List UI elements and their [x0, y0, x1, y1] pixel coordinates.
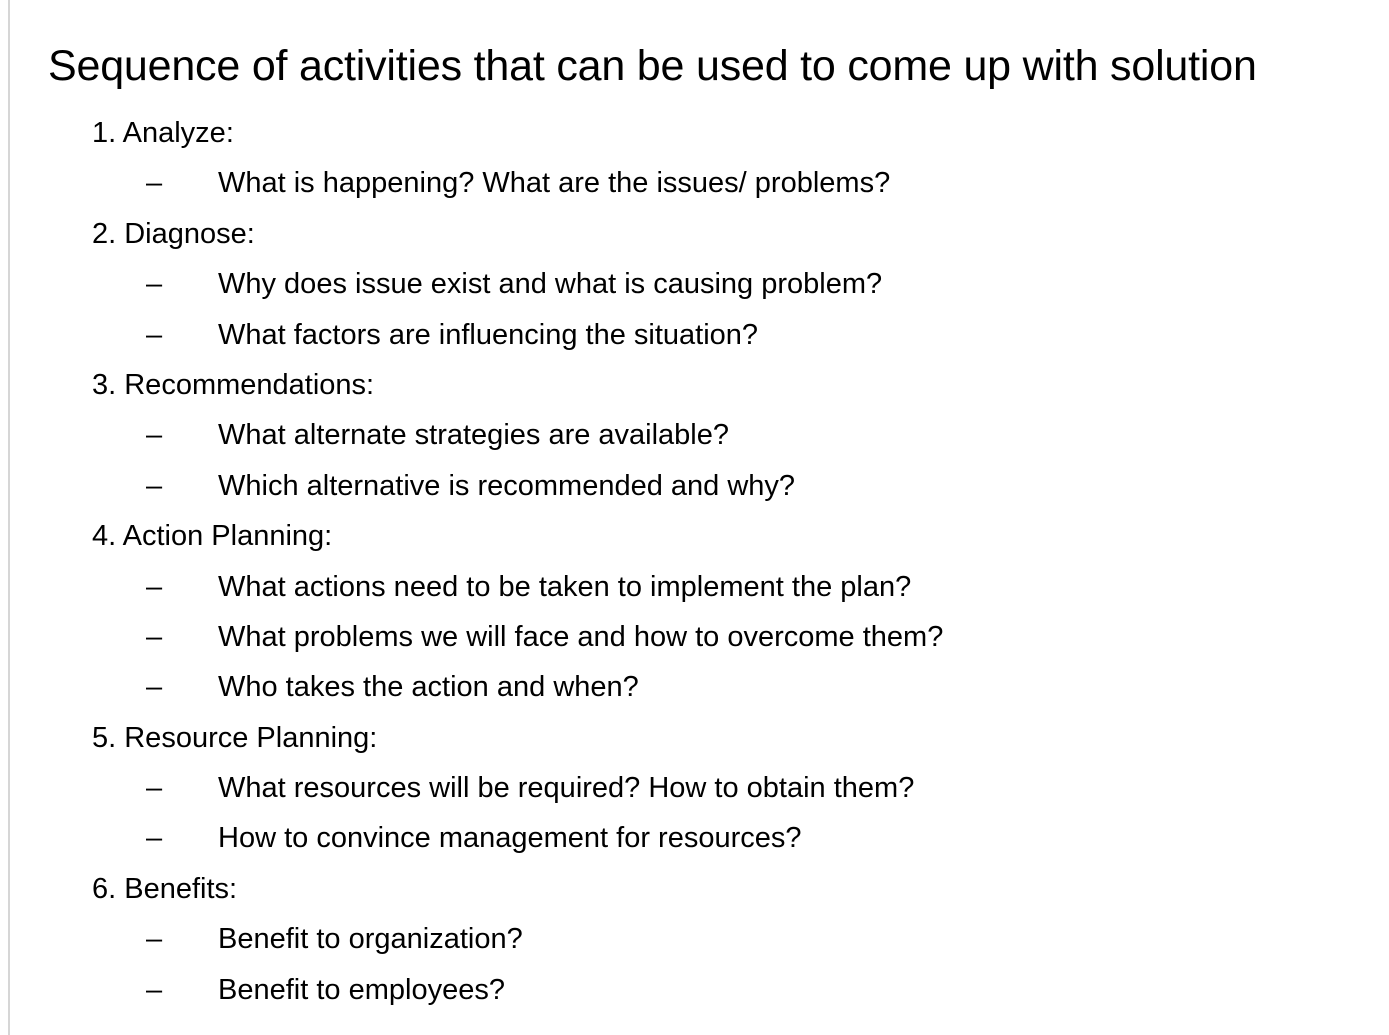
section-label: 6. Benefits:: [92, 872, 238, 905]
dash-bullet-icon: –: [146, 671, 163, 704]
dash-bullet-icon: –: [146, 822, 163, 855]
section-benefits: [0, 864, 1389, 1015]
section-analyze: [0, 108, 1389, 209]
dash-bullet-icon: –: [146, 318, 163, 351]
dash-bullet-icon: –: [146, 167, 163, 200]
list-item: [0, 310, 1389, 360]
list-item: [0, 562, 1389, 612]
dash-bullet-icon: –: [146, 772, 163, 805]
list-item: [0, 259, 1389, 309]
section-label: 3. Recommendations:: [92, 368, 375, 401]
dash-bullet-icon: –: [146, 570, 163, 603]
dash-bullet-icon: –: [146, 923, 163, 956]
section-label: 4. Action Planning:: [92, 520, 333, 553]
section-action-planning: [0, 511, 1389, 713]
page-title: Sequence of activities that can be used to come up with solution: [48, 42, 1257, 90]
list-item-text: What problems we will face and how to overcome them?: [218, 620, 944, 653]
list-item: [0, 813, 1389, 863]
list-item: [0, 461, 1389, 511]
list-item-text: Who takes the action and when?: [218, 671, 639, 704]
section-label: 5. Resource Planning:: [92, 721, 378, 754]
list-item-text: How to convince management for resources?: [218, 822, 802, 855]
section-resource-planning: [0, 713, 1389, 864]
dash-bullet-icon: –: [146, 973, 163, 1006]
list-item: [0, 763, 1389, 813]
section-diagnose: [0, 209, 1389, 360]
activity-list: [0, 108, 1389, 1015]
list-item: [0, 965, 1389, 1015]
list-item-text: What resources will be required? How to obtain them?: [218, 772, 915, 805]
list-item: [0, 410, 1389, 460]
list-item-text: Benefit to organization?: [218, 923, 523, 956]
list-item-text: What alternate strategies are available?: [218, 419, 730, 452]
list-item-text: Why does issue exist and what is causing problem?: [218, 268, 883, 301]
section-label: 1. Analyze:: [92, 117, 234, 149]
dash-bullet-icon: –: [146, 469, 163, 502]
list-item: [0, 158, 1389, 208]
list-item-text: What actions need to be taken to implement the plan?: [218, 570, 912, 603]
dash-bullet-icon: –: [146, 268, 163, 301]
dash-bullet-icon: –: [146, 419, 163, 452]
section-recommendations: [0, 360, 1389, 511]
list-item: [0, 914, 1389, 964]
list-item: [0, 662, 1389, 712]
list-item: [0, 612, 1389, 662]
list-item-text: What factors are influencing the situation?: [218, 318, 759, 351]
list-item-text: Benefit to employees?: [218, 973, 505, 1006]
dash-bullet-icon: –: [146, 620, 163, 653]
list-item-text: Which alternative is recommended and why?: [218, 469, 796, 502]
section-label: 2. Diagnose:: [92, 217, 255, 250]
list-item-text: What is happening? What are the issues/ problems?: [218, 167, 891, 200]
